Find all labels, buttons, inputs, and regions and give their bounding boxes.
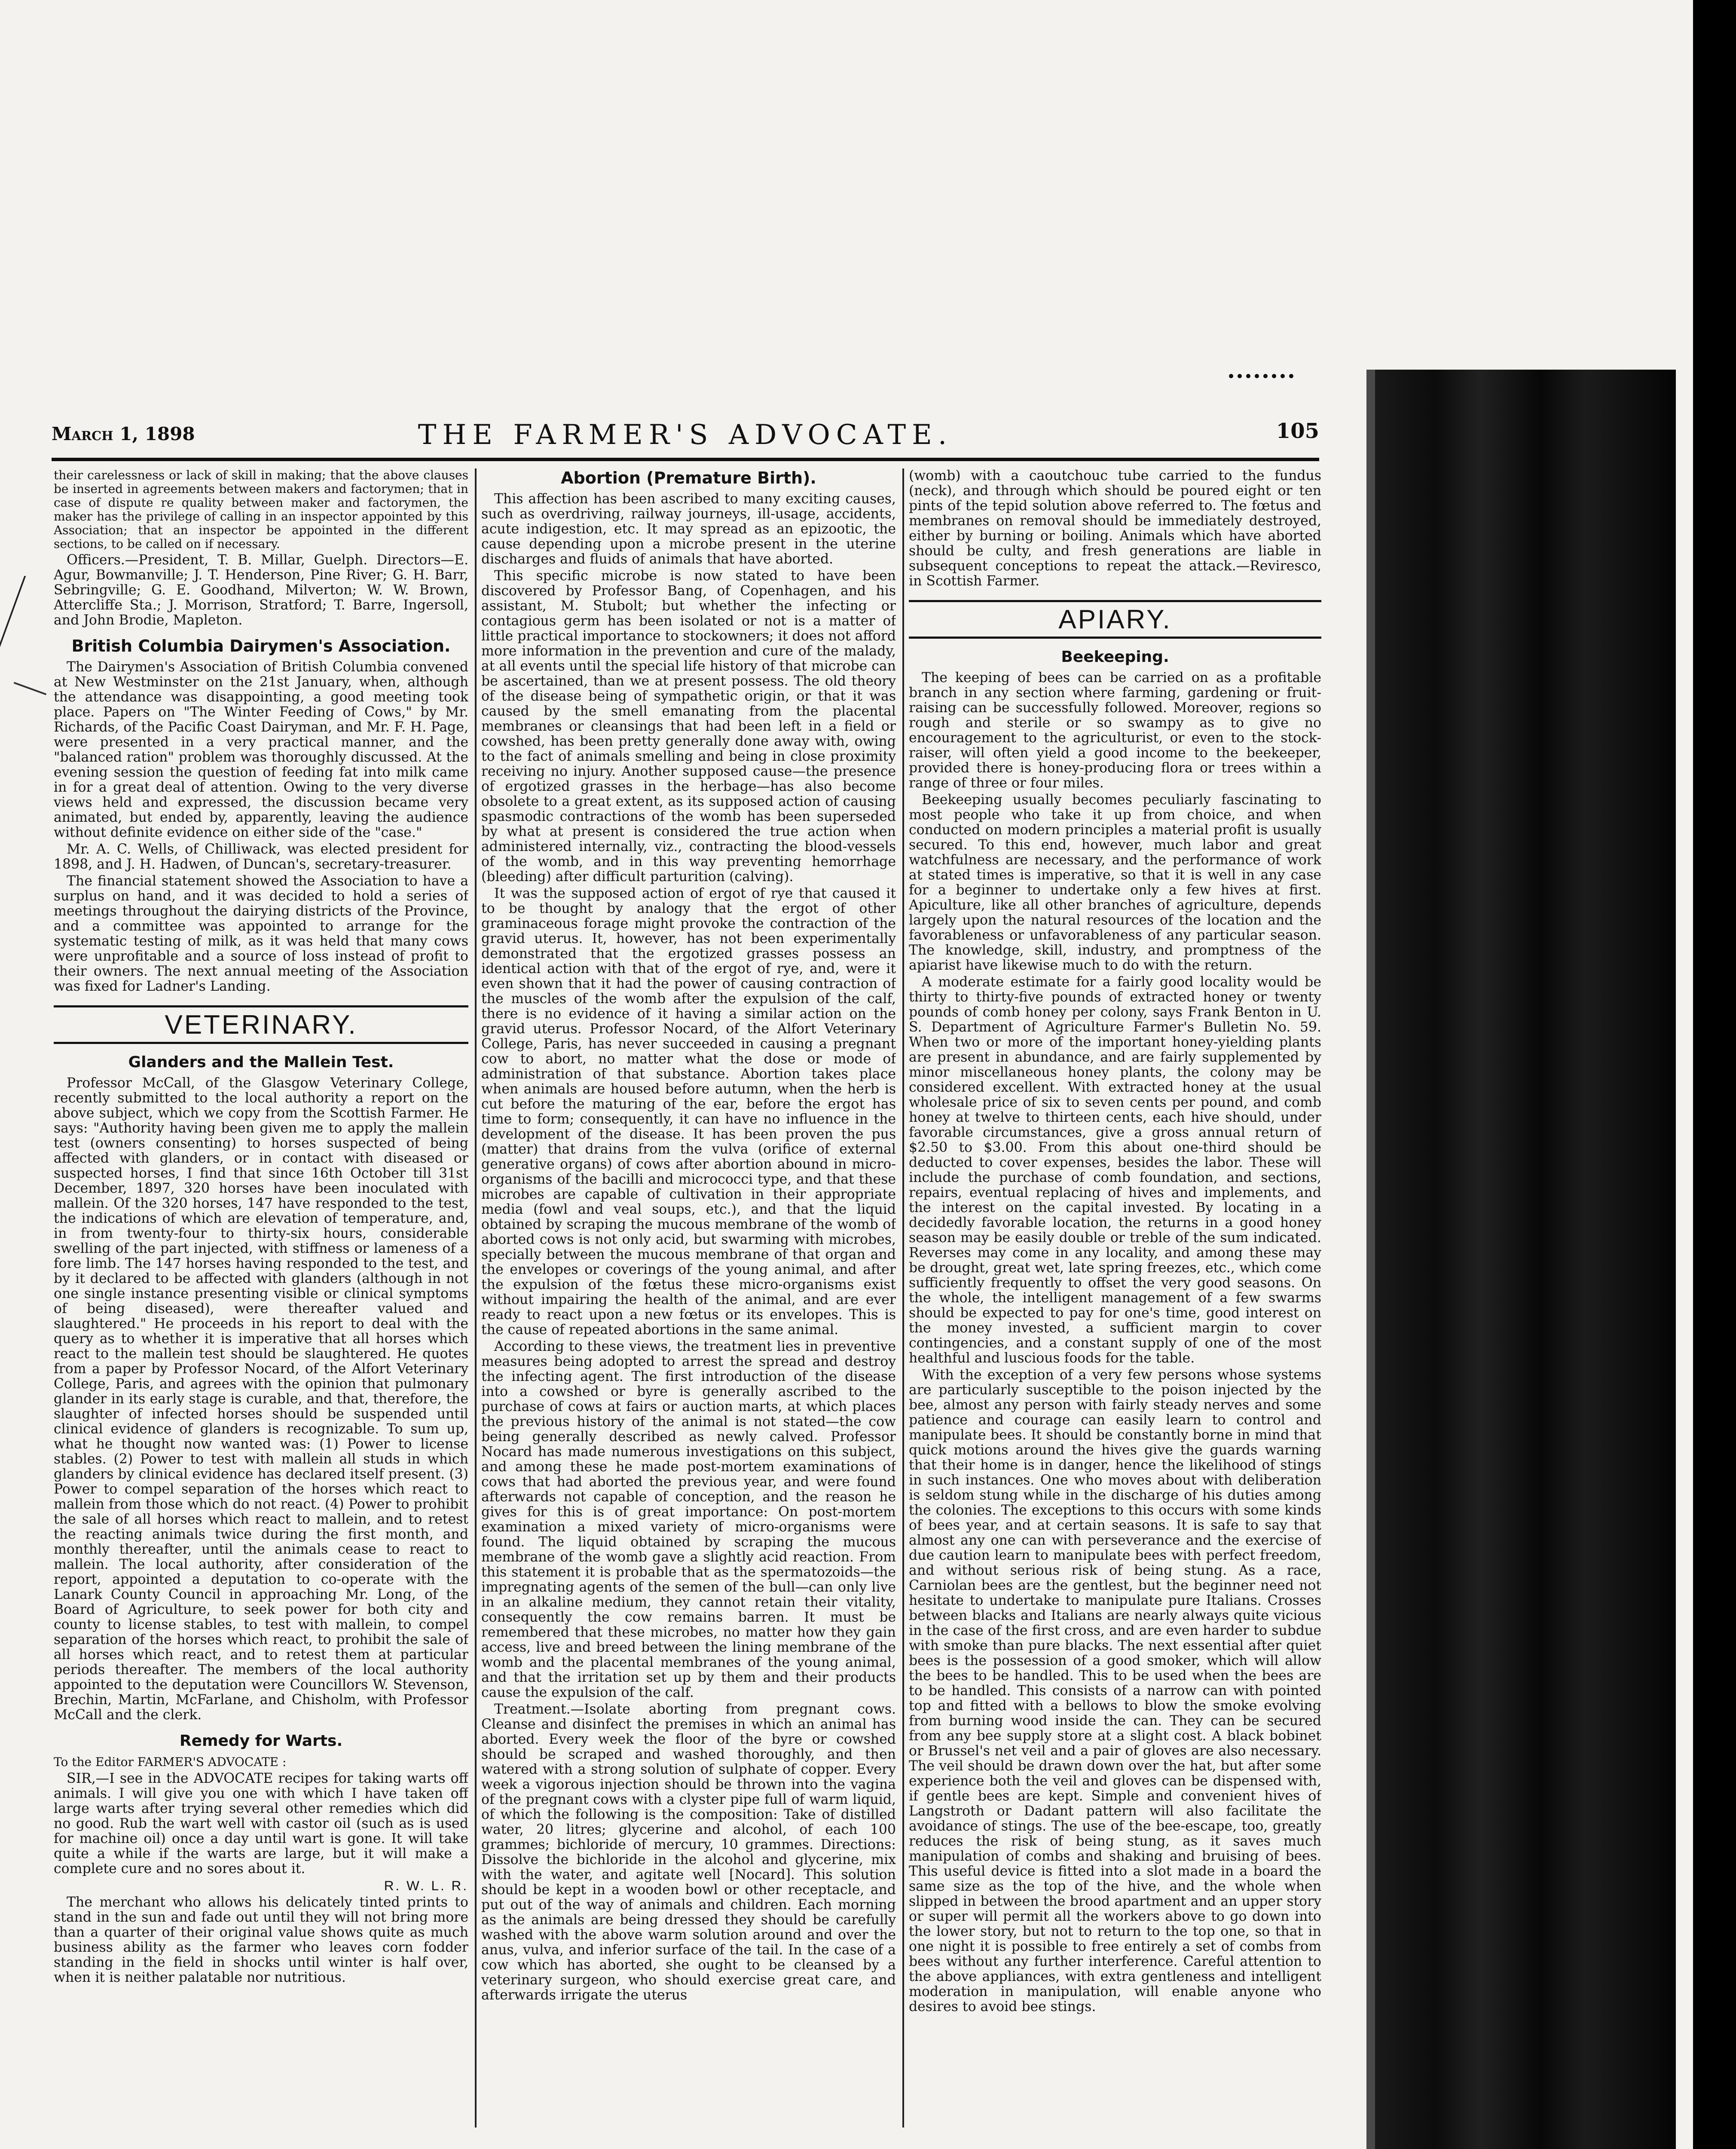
paragraph: The Dairymen's Association of British Columbia convened at New Westminster on the 21st January, when, although the attendance was disappointing, a good meeting took place. Papers on "The Winter Feeding of Cows," by Mr. Richards, of the Pacific Coast Dairyman, and Mr. F. H. Page, were presented in a very practical manner, and the "balanced ration" problem was thoroughly discussed. At the evening session the question of feeding fat into milk came in for a great deal of attention. Owing to the very diverse views held and expressed, the discussion became very animated, but ended by, apparently, leaving the audience without definite evidence on either side of the "case." (54, 659, 468, 840)
signature: R. W. L. R. (384, 1878, 468, 1893)
ink-mark (1229, 361, 1293, 378)
paragraph: A moderate estimate for a fairly good locality would be thirty to thirty-five pounds of extracted honey or twenty pounds of comb honey per colony, says Frank Benton in U. S. Department of Agriculture Farmer's Bulletin No. 59. When two or more of the important honey-yielding plants are present in abundance, and are fairly supplemented by minor miscellaneous honey plants, the colony may be considered excellent. With extracted honey at the usual wholesale price of six to seven cents per pound, and comb honey at twelve to thirteen cents, each hive should, under favorable circumstances, give a gross annual return of $2.50 to $3.00. From this about one-third should be deducted to cover expenses, besides the labor. These will include the purchase of comb foundation, and sections, repairs, eventual replacing of hives and implements, and the interest on the capital invested. By locating in a decidedly favorable location, the returns in a good honey season may be easily double or treble of the sum indicated. Reverses may come in any locality, and among these may be drought, great wet, late spring freezes, etc., which come sufficiently frequently to offset the very good seasons. On the whole, the intelligent management of a few swarms should be expected to pay for one's time, good interest on the money invested, a sufficient margin to cover contingencies, and a constant supply of one of the most healthful and luscious foods for the table. (909, 974, 1321, 1366)
page-header (52, 419, 1319, 449)
paragraph: Professor McCall, of the Glasgow Veterinary College, recently submitted to the local authority a report on the above subject, which we copy from the Scottish Farmer. He says: "Authority having been given me to apply the mallein test (owners consenting) to horses suspected of being affected with glanders, or in contact with diseased or suspected horses, I find that since 16th October till 31st December, 1897, 320 horses have been inoculated with mallein. Of the 320 horses, 147 have responded to the test, the indications of which are elevation of temperature, and, in from twenty-four to thirty-six hours, considerable swelling of the part injected, with stiffness or lameness of a fore limb. The 147 horses having responded to the test, and by it declared to be affected with glanders (although in not one single instance presenting visible or clinical symptoms of being diseased), were thereafter valued and slaughtered." He proceeds in his report to deal with the query as to whether it is imperative that all horses which react to the mallein test should be slaughtered. He quotes from a paper by Professor Nocard, of the Alfort Veterinary College, Paris, and agrees with the opinion that pulmonary glander in its early stage is curable, and that, therefore, the slaughter of infected horses should be suspended until clinical evidence of glanders is recognizable. To sum up, what he thought now wanted was: (1) Power to license stables. (2) Power to test with mallein all studs in which glanders by clinical evidence has declared itself present. (3) Power to compel separation of the horses which react to mallein from those which do not react. (4) Power to prohibit the sale of all horses which react to mallein, and to retest the reacting animals twice during the first month, and monthly thereafter, until the animals cease to react to mallein. The local authority, after consideration of the report, appointed a deputation to co-operate with the Lanark County Council in approaching Mr. Long, of the Board of Agriculture, to seek power for both city and county to license stables, to test with mallein, to compel separation of the horses which react, to prohibit the sale of all horses which react, and to retest them at particular periods thereafter. The members of the local authority appointed to the deputation were Councillors W. Stevenson, Brechin, Martin, McFarlane, and Chisholm, with Professor McCall and the clerk. (54, 1075, 468, 1723)
paragraph: This specific microbe is now stated to have been discovered by Professor Bang, of Copenhagen, and his assistant, M. Stubolt; but whether the infecting or contagious germ has been isolated or not is a matter of little practical importance to stockowners; it does not afford more information in the prevention and cure of the malady, at all events until the special life history of that microbe can be ascertained, than we at present possess. The old theory of the disease being of sympathetic origin, or that it was caused by the smell emanating from the placental membranes or cleansings that had been left in a field or cowshed, has been pretty generally done away with, owing to the fact of animals smelling and being in close proximity receiving no injury. Another supposed cause—the presence of ergotized grasses in the herbage—has also become obsolete to a great extent, as its supposed action of causing spasmodic contractions of the womb has been superseded by what at present is considered the true action when administered internally, viz., contracting the blood-vessels of the womb, and in this way preventing hemorrhage (bleeding) after difficult parturition (calving). (481, 568, 896, 885)
column-rule (475, 468, 477, 2128)
article-title: Glanders and the Mallein Test. (128, 1053, 394, 1071)
column-rule (902, 468, 904, 2128)
column-2 (481, 468, 896, 2149)
article-title: British Columbia Dairymen's Association. (71, 637, 451, 655)
column-1 (54, 468, 468, 2149)
masthead-title: THE FARMER'S ADVOCATE. (418, 419, 953, 451)
paragraph: Mr. A. C. Wells, of Chilliwack, was elected president for 1898, and J. H. Hadwen, of Duncan's, secretary-treasurer. (54, 842, 468, 872)
paragraph: The financial statement showed the Association to have a surplus on hand, and it was decided to hold a series of meetings throughout the dairying districts of the Province, and a committee was appointed to arrange for the systematic testing of milk, as it was held that many cows were unprofitable and a source of loss instead of profit to their owners. The next annual meeting of the Association was fixed for Ladner's Landing. (54, 873, 468, 994)
letter-salutation: To the Editor FARMER'S ADVOCATE : (54, 1755, 287, 1769)
paragraph: The merchant who allows his delicately tinted prints to stand in the sun and fade out until they will not bring more than a quarter of their original value shows quite as much business ability as the farmer who leaves corn fodder standing in the field in shocks until winter is half over, when it is neither palatable nor nutritious. (54, 1895, 468, 1985)
paragraph: Treatment.—Isolate aborting from pregnant cows. Cleanse and disinfect the premises in which an animal has aborted. Every week the floor of the byre or cowshed should be scraped and washed thoroughly, and then watered with a strong solution of sulphate of copper. Every week a vigorous injection should be thrown into the vagina of the pregnant cows with a clyster pipe full of warm liquid, of which the following is the composition: Take of distilled water, 20 litres; glycerine and alcohol, of each 100 grammes; bichloride of mercury, 10 grammes. Directions: Dissolve the bichloride in the alcohol and glycerine, mix with the water, and agitate well [Nocard]. This solution should be kept in a wooden bowl or other receptacle, and put out of the way of animals and children. Each morning as the animals are being dressed they should be carefully washed with the above warm solution around and over the anus, vulva, and inferior surface of the tail. In the case of a cow which has aborted, she ought to be cleansed by a veterinary surgeon, who should exercise great care, and afterwards irrigate the uterus (481, 1702, 896, 2003)
paragraph: With the exception of a very few persons whose systems are particularly susceptible to the poison injected by the bee, almost any person with fairly steady nerves and some patience and courage can easily learn to control and manipulate bees. It should be constantly borne in mind that quick motions around the hives give the guards warning that their home is in danger, hence the likelihood of stings in such instances. One who moves about with deliberation is seldom stung while in the discharge of his duties among the colonies. The exceptions to this occurs with some kinds of bees year, and at certain seasons. It is safe to say that almost any one can with perseverance and the exercise of due caution learn to manipulate bees with perfect freedom, and without serious risk of being stung. As a race, Carniolan bees are the gentlest, but the beginner need not hesitate to undertake to manipulate pure Italians. Crosses between blacks and Italians are nearly always quite vicious in the case of the first cross, and are even harder to subdue with smoke than pure blacks. The next essential after quiet bees is the possession of a good smoker, which will allow the bees to be handled. This to be used when the bees are to be handled. This consists of a narrow can with pointed top and fitted with a bellows to blow the smoke evolving from burning wood inside the can. They can be secured from any bee supply store at a slight cost. A black bobinet or Brussel's net veil and a pair of gloves are also necessary. The veil should be drawn down over the hat, but after some experience both the veil and gloves can be dispensed with, if gentle bees are kept. Simple and convenient hives of Langstroth or Dadant pattern will also facilitate the avoidance of stings. The use of the bee-escape, too, greatly reduces the risk of being stung, as it saves much manipulation of combs and shaking and bruising of bees. This useful device is fitted into a slot made in a board the same size as the top of the hive, and the whole when slipped in between the brood apartment and an upper story or super will permit all the workers above to go down into the lower story, but not to return to the top one, so that in one night it is possible to free entirely a set of combs from bees without any further interference. Careful attention to the above appliances, with extra gentleness and intelligent moderation in manipulation, will enable anyone who desires to avoid bee stings. (909, 1367, 1321, 2014)
section-heading: VETERINARY. (54, 1005, 468, 1044)
article-title: Beekeeping. (1061, 648, 1169, 666)
page-date: March 1, 1898 (52, 423, 195, 444)
section-heading: APIARY. (909, 600, 1321, 639)
article-title: Abortion (Premature Birth). (561, 468, 816, 487)
paragraph: SIR,—I see in the ADVOCATE recipes for taking warts off animals. I will give you one with which I have taken off large warts after trying several other remedies which did no good. Rub the wart well with castor oil (such as is used for machine oil) once a day until wart is gone. It will take quite a while if the warts are large, but it will make a complete cure and no sores about it. (54, 1771, 468, 1877)
paragraph: The keeping of bees can be carried on as a profitable branch in any section where farming, gardening or fruit-raising can be successfully followed. Moreover, regions so rough and sterile or so swampy as to give no encouragement to the agriculturist, or even to the stock-raiser, will often yield a good income to the beekeeper, provided there is honey-producing flora or trees within a range of three or four miles. (909, 670, 1321, 791)
paragraph: (womb) with a caoutchouc tube carried to the fundus (neck), and through which should be poured eight or ten pints of the tepid solution above referred to. The fœtus and membranes on removal should be immediately destroyed, either by burning or boiling. Animals which have aborted should be culty, and fresh generations are liable in subsequent conceptions to repeat the attack.—Reviresco, in Scottish Farmer. (909, 468, 1321, 589)
page-number: 105 (1276, 419, 1319, 443)
header-rule (52, 458, 1319, 461)
paragraph: their carelessness or lack of skill in making; that the above clauses be inserted in agreements between makers and factorymen; that in case of dispute re quality between maker and factorymen, the maker has the privilege of calling in an inspector appointed by this Association; that an inspector be appointed in the different sections, to be called on if necessary. (54, 468, 468, 551)
paragraph: Officers.—President, T. B. Millar, Guelph. Directors—E. Agur, Bowmanville; J. T. Henderson, Pine River; G. H. Barr, Sebringville; G. E. Goodhand, Milverton; W. W. Brown, Attercliffe Sta.; J. Morrison, Stratford; T. Barre, Ingersoll, and John Brodie, Mapleton. (54, 552, 468, 628)
paragraph: It was the supposed action of ergot of rye that caused it to be thought by analogy that the ergot of other graminaceous forage might provoke the contraction of the gravid uterus. It, however, has not been experimentally demonstrated that the ergotized grasses possess an identical action with that of the ergot of rye, and, were it even shown that it had the power of causing contraction of the muscles of the womb after the expulsion of the calf, there is no evidence of it having a similar action on the gravid uterus. Professor Nocard, of the Alfort Veterinary College, Paris, has never succeeded in causing a pregnant cow to abort, no matter what the dose or mode of administration of that substance. Abortion takes place when animals are housed before autumn, when the herb is cut before the maturing of the ear, before the ergot has time to form; consequently, it can have no influence in the development of the disease. It has been proven the pus (matter) that drains from the vulva (orifice of external generative organs) of cows after abortion abound in micro-organisms of the bacilli and micrococci type, and that these microbes are capable of cultivation in their appropriate media (fowl and veal soups, etc.), and that the liquid obtained by scraping the mucous membrane of the womb of aborted cows is not only acid, but swarming with microbes, specially between the mucous membrane of that organ and the envelopes or coverings of the young animal, and after the expulsion of the fœtus these micro-organisms exist without impairing the health of the animal, and are ever ready to react upon a new fœtus or its envelopes. This is the cause of repeated abortions in the same animal. (481, 886, 896, 1338)
paragraph: This affection has been ascribed to many exciting causes, such as overdriving, railway journeys, ill-usage, accidents, acute indigestion, etc. It may spread as an epizootic, the cause depending upon a microbe present in the uterine discharges and fluids of animals that have aborted. (481, 491, 896, 567)
paragraph: Beekeeping usually becomes peculiarly fascinating to most people who take it up from choice, and when conducted on modern principles a material profit is usually secured. To this end, however, much labor and great watchfulness are necessary, and the performance of work at stated times is imperative, so that it is well in any case for a beginner to undertake only a few hives at first. Apiculture, like all other branches of agriculture, depends largely upon the natural resources of the location and the favorableness or unfavorableness of any particular season. The knowledge, skill, industry, and promptness of the apiarist have likewise much to do with the return. (909, 792, 1321, 973)
article-title: Remedy for Warts. (179, 1732, 343, 1750)
column-3 (909, 468, 1321, 2149)
book-binding (1375, 370, 1676, 2149)
paragraph: According to these views, the treatment lies in preventive measures being adopted to arrest the spread and destroy the infecting agent. The first introduction of the disease into a cowshed or byre is generally ascribed to the purchase of cows at fairs or auction marts, at which places the previous history of the animal is not stated—the cow being generally described as newly calved. Professor Nocard has made numerous investigations on this subject, and among these he made post-mortem examinations of cows that had aborted the previous year, and were found afterwards not capable of conception, and the reason he gives for this is of great importance: On post-mortem examination a mixed variety of micro-organisms were found. The liquid obtained by scraping the mucous membrane of the womb gave a slightly acid reaction. From this statement it is probable that as the spermatozoids—the impregnating agents of the semen of the bull—can only live in an alkaline medium, they cannot retain their vitality, consequently the cow remains barren. It must be remembered that these microbes, no matter how they gain access, live and breed between the lining membrane of the womb and the placental membranes of the young animal, and that the irritation set up by them and their products cause the expulsion of the calf. (481, 1339, 896, 1700)
